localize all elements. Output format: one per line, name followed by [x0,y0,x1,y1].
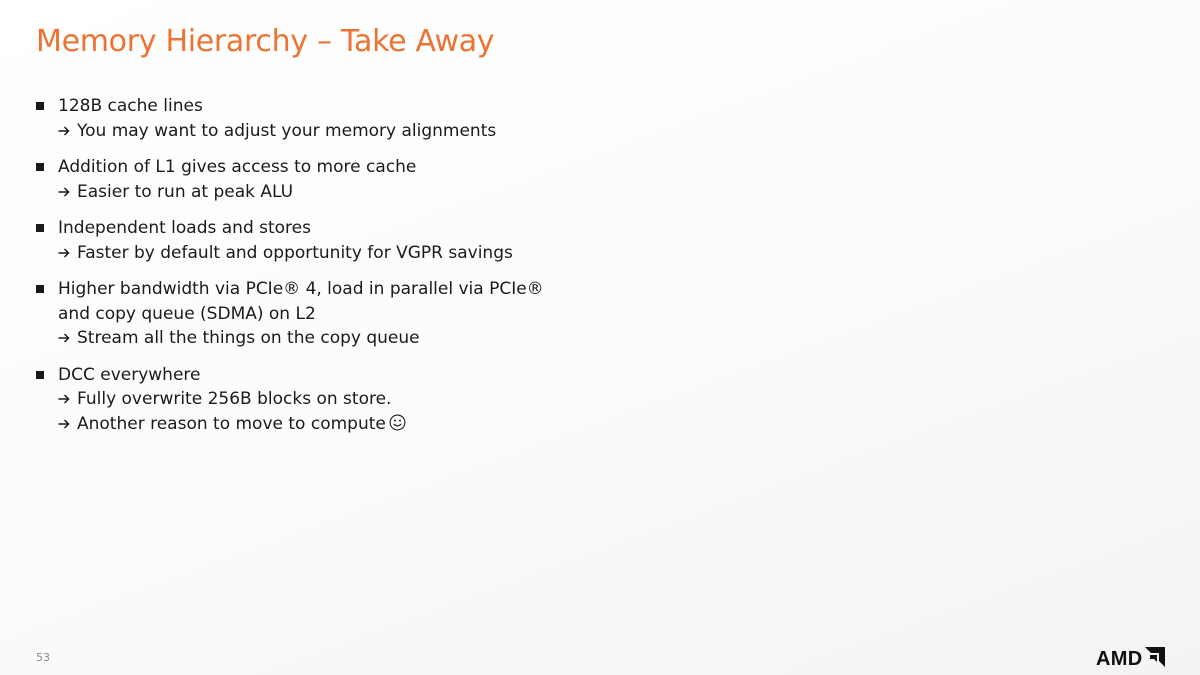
bullet-text: Higher bandwidth via PCIe® 4, load in parallel via PCIe® [58,279,544,299]
bullet-text: Addition of L1 gives access to more cache [58,157,417,177]
bullet-item [36,94,636,143]
sub-point [58,119,636,144]
bullet-body [58,277,636,351]
square-bullet-icon [36,285,44,293]
bullet-text: 128B cache lines [58,96,203,116]
arrow-right-icon [58,185,70,197]
sub-point [58,241,636,266]
arrow-right-icon [58,417,70,429]
bullet-item [36,363,636,439]
bullet-body [58,94,636,143]
amd-arrow-logo-icon [1145,647,1165,671]
sub-point-text: Another reason to move to compute [77,413,386,434]
sub-point-text: Easier to run at peak ALU [77,181,294,202]
bullet-item [36,216,636,265]
bullet-text-continued: and copy queue (SDMA) on L2 [58,303,316,324]
square-bullet-icon [36,371,44,379]
bullet-body [58,363,636,439]
sub-point [58,412,636,439]
arrow-right-icon [58,331,70,343]
sub-point [58,387,636,412]
bullet-item [36,155,636,204]
sub-point-text: Stream all the things on the copy queue [77,328,420,348]
sub-point-text: Fully overwrite 256B blocks on store. [77,389,392,409]
bullet-item [36,277,636,351]
bullet-text: Independent loads and stores [58,218,311,238]
square-bullet-icon [36,224,44,232]
bullet-body [58,155,636,204]
arrow-right-icon [58,246,70,258]
sub-point-text: Faster by default and opportunity for VGPR savings [77,242,513,263]
bullet-list [36,94,636,450]
arrow-right-icon [58,392,70,404]
logo-wordmark: AMD [1096,647,1143,670]
smiley-icon [389,414,406,439]
sub-point [58,180,636,205]
arrow-right-icon [58,124,70,136]
sub-point [58,326,636,351]
amd-logo [1096,647,1165,671]
slide-title: Memory Hierarchy – Take Away [36,24,495,59]
square-bullet-icon [36,163,44,171]
square-bullet-icon [36,102,44,110]
bullet-text: DCC everywhere [58,364,201,385]
sub-point-text: You may want to adjust your memory alignments [77,120,497,141]
page-number: 53 [36,651,50,664]
bullet-body [58,216,636,265]
